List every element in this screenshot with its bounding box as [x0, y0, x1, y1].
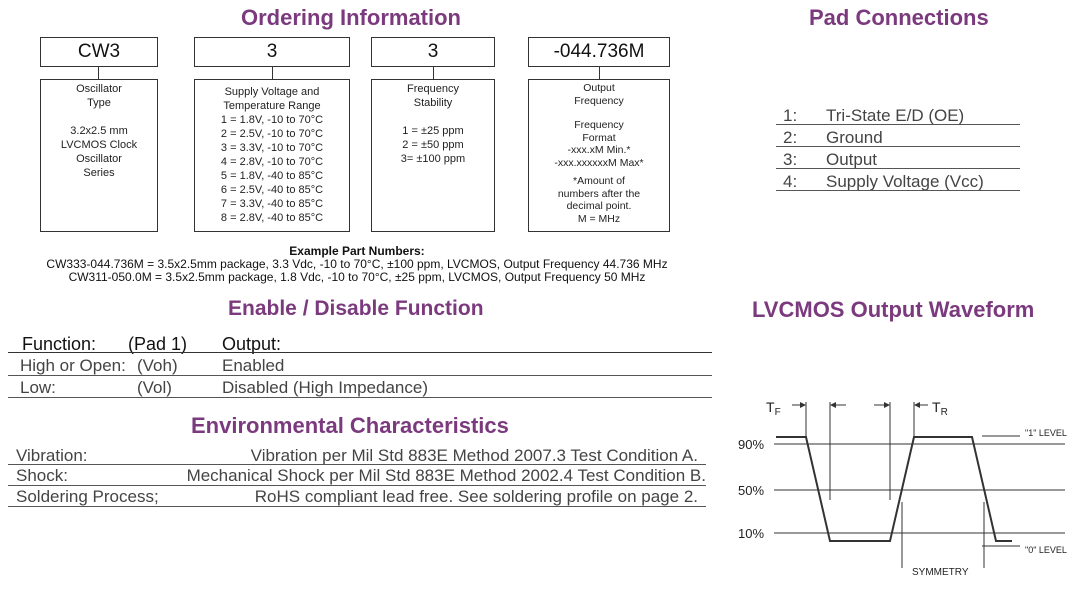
desc-line: 1 = ±25 ppm	[402, 125, 464, 137]
desc-line: 2 = ±50 ppm	[402, 139, 464, 151]
env-label: Soldering Process;	[16, 487, 159, 506]
desc-line: Type	[87, 97, 111, 109]
enable-header-output: Output:	[222, 334, 282, 354]
waveform-diagram	[720, 390, 1090, 578]
enable-output: Disabled (High Impedance)	[222, 378, 428, 397]
pad-divider	[776, 146, 1020, 147]
desc-box-stability	[371, 79, 495, 232]
pad-divider	[776, 168, 1020, 169]
env-value: Mechanical Shock per Mil Std 883E Method 2002.4 Test Condition B.	[186, 466, 706, 485]
env-label: Shock:	[16, 466, 68, 485]
desc-line: Series	[83, 167, 115, 179]
pad-number: 2:	[783, 128, 798, 147]
arrow-head	[800, 402, 806, 408]
symmetry-label: SYMMETRY	[912, 567, 969, 578]
arrow-head	[830, 402, 836, 408]
desc-line: 3= ±100 ppm	[400, 153, 466, 165]
tr-sub: R	[940, 407, 948, 418]
enable-title: Enable / Disable Function	[228, 297, 484, 320]
desc-line: 7 = 3.3V, -40 to 85°C	[220, 198, 324, 210]
desc-line: 5 = 1.8V, -40 to 85°C	[220, 170, 324, 182]
example-line: CW311-050.0M = 3.5x2.5mm package, 1.8 Vdc, -10 to 70°C, ±25 ppm, LVCMOS, Output Frequency 50 MHz	[68, 270, 646, 284]
connector-line	[599, 67, 600, 79]
env-label: Vibration:	[16, 446, 88, 465]
level-0-label: "0" LEVEL	[1025, 545, 1067, 555]
pad-divider	[776, 190, 1020, 191]
part-code-box-stability: 3	[371, 37, 495, 67]
example-heading: Example Part Numbers:	[289, 244, 425, 258]
env-divider	[8, 464, 706, 465]
enable-divider	[8, 397, 712, 398]
part-code-box-type: CW3	[40, 37, 158, 67]
desc-line: 1 = 1.8V, -10 to 70°C	[220, 114, 324, 126]
desc-box-frequency	[528, 79, 670, 232]
desc-line: Oscillator	[76, 153, 122, 165]
enable-pad: (Voh)	[137, 356, 178, 375]
enable-header-pad: (Pad 1)	[128, 334, 188, 354]
tr-label: $T_R$	[932, 399, 948, 418]
enable-function: High or Open:	[20, 356, 126, 375]
enable-divider	[8, 375, 712, 376]
tf-sub: F	[774, 407, 781, 418]
desc-line: 3 = 3.3V, -10 to 70°C	[220, 142, 324, 154]
enable-output: Enabled	[222, 356, 285, 375]
desc-line: Frequency	[574, 94, 624, 107]
pad-label: Tri-State E/D (OE)	[826, 106, 965, 125]
waveform-trace	[776, 437, 1012, 541]
connector-line	[98, 67, 99, 79]
desc-line: Format	[582, 131, 616, 144]
level-1-label: "1" LEVEL	[1025, 428, 1067, 438]
desc-box-type	[40, 79, 158, 232]
part-code-box-voltage: 3	[194, 37, 350, 67]
desc-line: Frequency	[407, 83, 459, 95]
env-value: RoHS compliant lead free. See soldering profile on page 2.	[254, 487, 698, 506]
env-divider	[8, 506, 706, 507]
waveform-title: LVCMOS Output Waveform	[752, 297, 1035, 322]
arrow-head	[914, 402, 920, 408]
desc-line: M = MHz	[577, 212, 621, 225]
enable-pad: (Vol)	[137, 378, 172, 397]
desc-line: 6 = 2.5V, -40 to 85°C	[220, 184, 324, 196]
pad-number: 4:	[783, 172, 798, 191]
desc-line: Stability	[413, 97, 453, 109]
desc-line: 2 = 2.5V, -10 to 70°C	[220, 128, 324, 140]
part-code-box-frequency: -044.736M	[528, 37, 670, 67]
pad-label: Supply Voltage (Vcc)	[826, 172, 984, 191]
pad-label: Ground	[826, 128, 883, 147]
desc-line: -xxx.xM Min.*	[567, 144, 631, 156]
pct-10: 10%	[738, 526, 765, 541]
desc-line: Frequency	[574, 119, 624, 131]
connector-line	[272, 67, 273, 79]
desc-line: Supply Voltage and	[224, 86, 320, 98]
desc-line: -xxx.xxxxxxM Max*	[554, 156, 644, 169]
arrow-head	[884, 402, 890, 408]
connector-line	[433, 67, 434, 79]
pct-90: 90%	[738, 437, 765, 452]
pad-label: Output	[826, 150, 878, 169]
tf-label: $T_F$	[766, 399, 781, 418]
ordering-title: Ordering Information	[241, 5, 461, 30]
desc-line: 3.2x2.5 mm	[70, 125, 128, 137]
enable-header-function: Function:	[22, 334, 97, 354]
env-divider	[8, 485, 706, 486]
desc-line: numbers after the	[557, 187, 641, 200]
pct-50: 50%	[738, 483, 765, 498]
env-value: Vibration per Mil Std 883E Method 2007.3 Test Condition A.	[250, 446, 698, 465]
pad-divider	[776, 124, 1020, 125]
example-line: CW333-044.736M = 3.5x2.5mm package, 3.3 Vdc, -10 to 70°C, ±100 ppm, LVCMOS, Output Frequency 44.736 MHz	[46, 257, 668, 271]
desc-line: *Amount of	[573, 175, 625, 187]
pad-number: 1:	[783, 106, 798, 125]
enable-divider	[8, 352, 712, 353]
enable-function: Low:	[20, 378, 56, 397]
desc-line: LVCMOS Clock	[60, 139, 138, 151]
desc-line: decimal point.	[566, 200, 632, 212]
pads-title: Pad Connections	[809, 5, 989, 30]
desc-line: 4 = 2.8V, -10 to 70°C	[220, 156, 324, 168]
environment-title: Environmental Characteristics	[191, 413, 509, 438]
desc-line: Temperature Range	[223, 100, 321, 112]
desc-line: 8 = 2.8V, -40 to 85°C	[220, 212, 324, 224]
desc-line: Oscillator	[76, 83, 122, 95]
desc-box-voltage	[194, 79, 350, 232]
desc-line: Output	[583, 82, 615, 94]
pad-number: 3:	[783, 150, 798, 169]
